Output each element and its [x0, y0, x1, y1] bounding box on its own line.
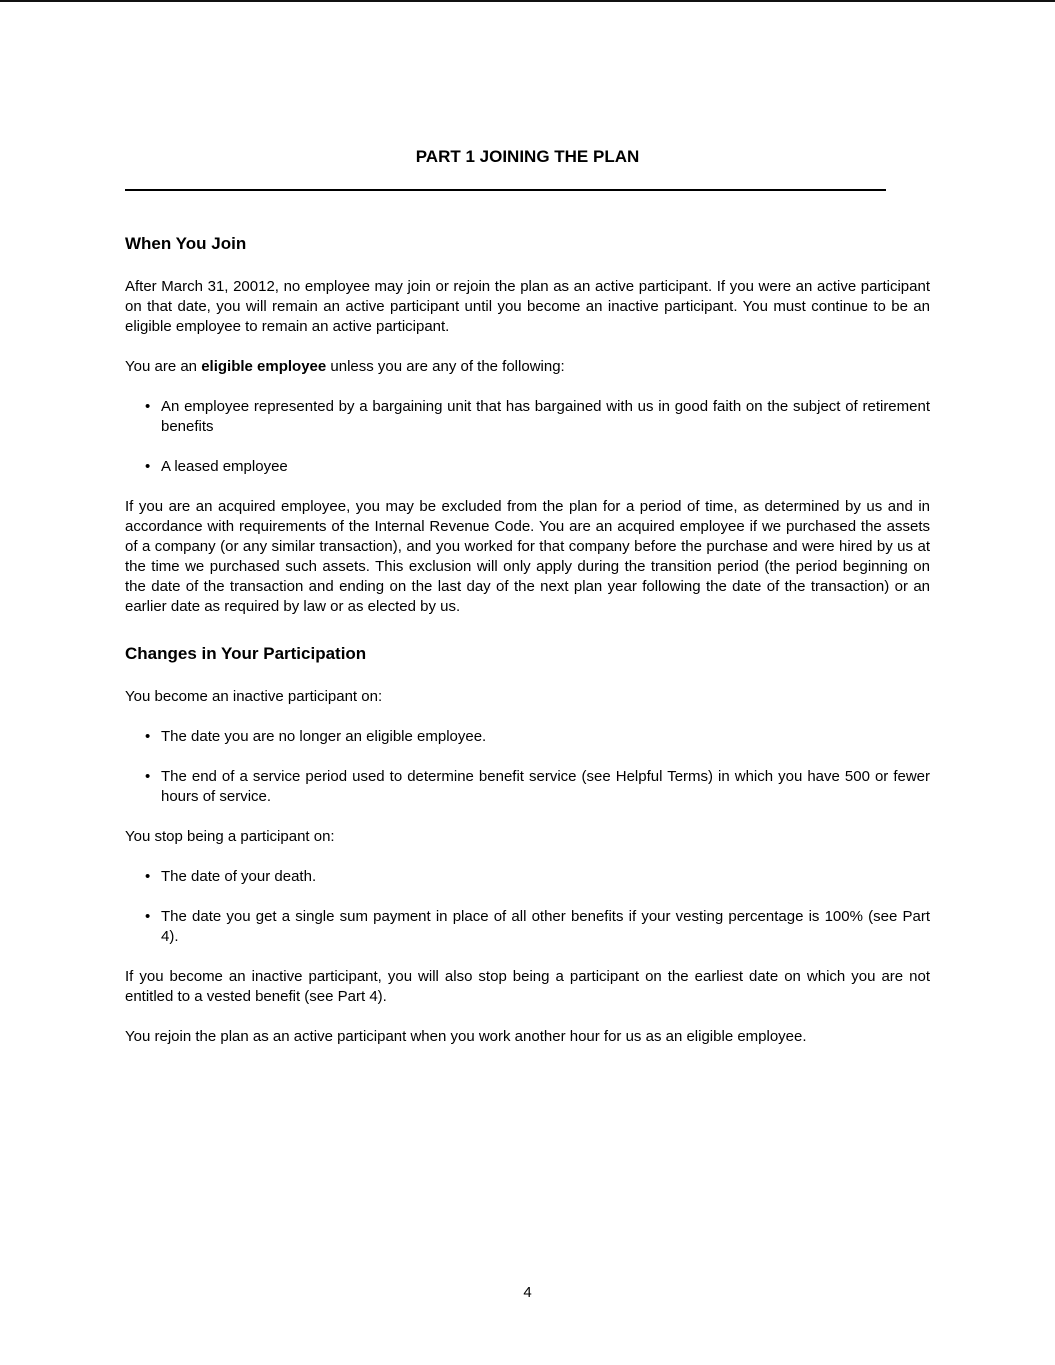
part-title: PART 1 JOINING THE PLAN — [415, 147, 640, 166]
list-item-text: The date of your death. — [161, 868, 317, 885]
page-number: 4 — [523, 1284, 532, 1301]
list-item-text: An employee represented by a bargaining unit that has bargained with us in good faith on the subject of retirement benefits — [161, 398, 930, 435]
title-divider — [125, 189, 886, 191]
bullet-icon: • — [145, 728, 151, 745]
list-item-service-period — [125, 767, 930, 807]
list-item-text: The date you get a single sum payment in place of all other benefits if your vesting percentage is 100% (see Part 4). — [161, 908, 930, 945]
eligible-employee-term: eligible employee — [201, 358, 327, 375]
paragraph-text-post: unless you are any of the following: — [326, 358, 565, 375]
paragraph-inactive-stop: If you become an inactive participant, you will also stop being a participant on the earliest date on which you are not entitled to a vested benefit (see Part 4). — [125, 968, 930, 1005]
list-item-death — [125, 867, 930, 887]
section-heading-when-you-join: When You Join — [125, 234, 247, 253]
bullet-icon: • — [145, 458, 151, 475]
paragraph-inactive-intro: You become an inactive participant on: — [125, 688, 383, 705]
bullet-icon: • — [145, 398, 151, 415]
list-item-no-longer-eligible — [125, 727, 930, 747]
list-item-bargaining-unit — [125, 397, 930, 437]
list-item-text: The end of a service period used to determine benefit service (see Helpful Terms) in which you have 500 or fewer hours of service. — [161, 768, 930, 805]
bullet-icon: • — [145, 908, 151, 925]
bullet-icon: • — [145, 768, 151, 785]
section-heading-changes-in-participation: Changes in Your Participation — [125, 644, 367, 663]
paragraph-stop-participant-intro: You stop being a participant on: — [125, 828, 335, 845]
bullet-icon: • — [145, 868, 151, 885]
list-item-single-sum-payment — [125, 907, 930, 947]
document-content — [0, 2, 1055, 1047]
paragraph-acquired-employee: If you are an acquired employee, you may be excluded from the plan for a period of time, as determined by us and in accordance with requirements of the Internal Revenue Code. You are an acquired employee if we purchased the assets of a company (or any similar transaction), and you worked for that company before the purchase and were hired by us at the time we purchased such assets. This exclusion will only apply during the transition period (the period beginning on the date of the transaction and ending on the last day of the next plan year following the date of the transaction) or an earlier date as required by law or as elected by us. — [125, 498, 930, 615]
paragraph-join-rules: After March 31, 20012, no employee may join or rejoin the plan as an active participant. If you were an active participant on that date, you will remain an active participant until you become an inactive participant. You must continue to be an eligible employee to remain an active participant. — [125, 278, 930, 335]
paragraph-text-pre: You are an — [125, 358, 202, 375]
paragraph-rejoin: You rejoin the plan as an active participant when you work another hour for us as an eligible employee. — [125, 1028, 807, 1045]
paragraph-eligible-employee-intro — [125, 357, 930, 377]
list-item-text: A leased employee — [161, 458, 288, 475]
list-item-leased-employee — [125, 457, 930, 477]
list-item-text: The date you are no longer an eligible employee. — [161, 728, 487, 745]
